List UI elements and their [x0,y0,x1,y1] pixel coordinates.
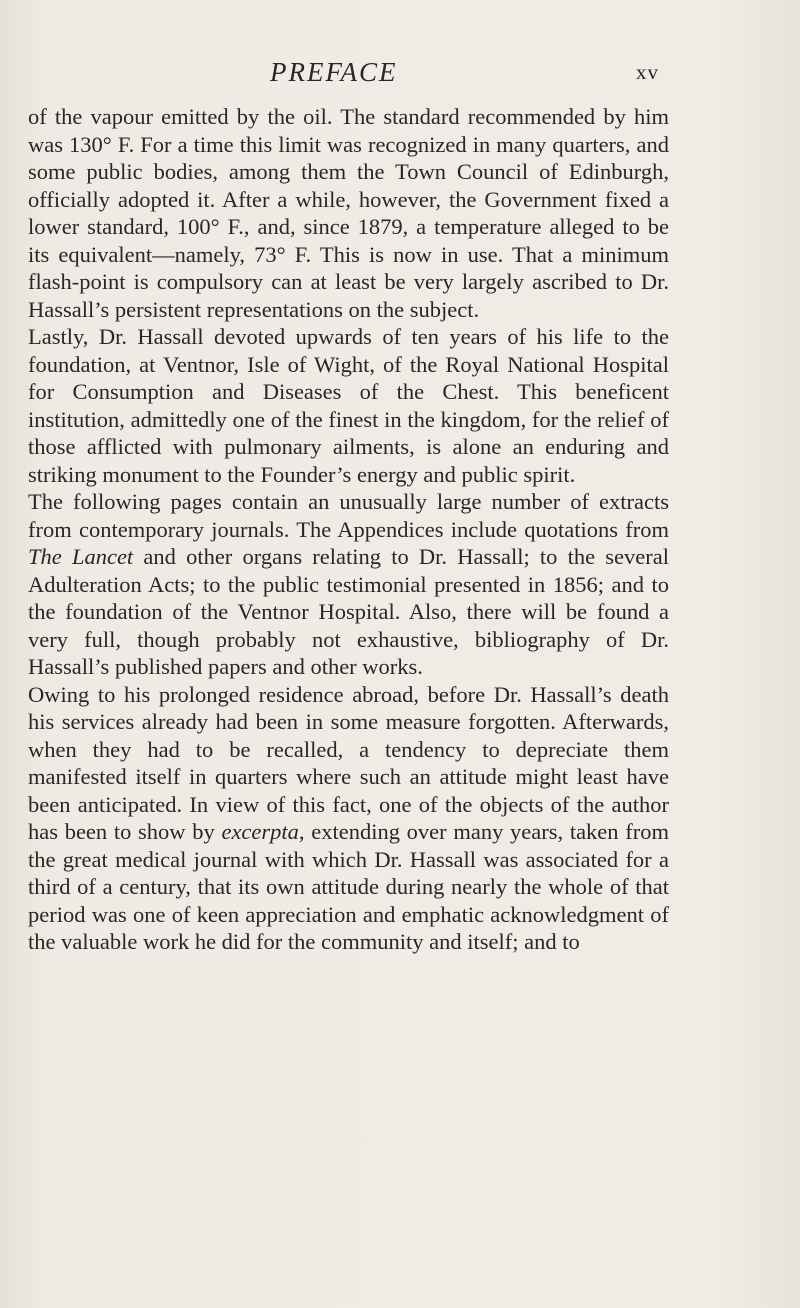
page-number: xv [636,60,659,84]
text-segment: and other organs relating to Dr. Hassall; to the several Adulteration Acts; to the public testimonial presented in 1856; and to the foundation of the Ventnor Hospital. Also, there will be found a very full, though probably not exhaustive, bibliography of Dr. Hassall’s published papers and other works. [28,544,669,679]
italic-title: The Lancet [28,544,134,569]
paragraph [28,103,669,323]
running-head [0,52,800,92]
text-segment: Lastly, Dr. Hassall devoted upwards of ten years of his life to the foundation, at Ventnor, Isle of Wight, of the Royal National Hospital for Consumption and Diseases of the Chest. This beneficent institution, admittedly one of the finest in the kingdom, for the relief of those afflicted with pulmonary ailments, is alone an enduring and striking monument to the Founder’s energy and public spirit. [28,324,669,487]
body-text [28,103,669,956]
paragraph [28,488,669,681]
text-segment: Owing to his prolonged residence abroad, before Dr. Hassall’s death his services already had been in some measure forgotten. Afterwards, when they had to be recalled, a tendency to depreciate them manifested itself in quarters where such an attitude might least have been anticipated. In view of this fact, one of the objects of the author has been to show by [28,681,669,844]
paragraph [28,323,669,488]
text-segment: The following pages contain an unusually large number of extracts from contemporary journals. The Appendices include quotations from [28,489,669,542]
paragraph [28,681,669,956]
text-segment: of the vapour emitted by the oil. The standard recommended by him was 130° F. For a time this limit was recognized in many quarters, and some public bodies, among them the Town Council of Edinburgh, officially adopted it. After a while, however, the Government fixed a lower standard, 100° F., and, since 1879, a temperature alleged to be its equivalent—namely, 73° F. This is now in use. That a minimum flash-point is compulsory can at least be very largely ascribed to Dr. Hassall’s persistent representations on the subject. [28,104,669,322]
running-title: PREFACE [270,57,398,87]
text-segment: , extending over many years, taken from the great medical journal with which Dr. Hassall was associated for a third of a century, that its own attitude during nearly the whole of that period was one of keen appreciation and emphatic acknowledgment of the valuable work he did for the community and itself; and to [28,819,669,954]
italic-term: excerpta [221,819,299,844]
